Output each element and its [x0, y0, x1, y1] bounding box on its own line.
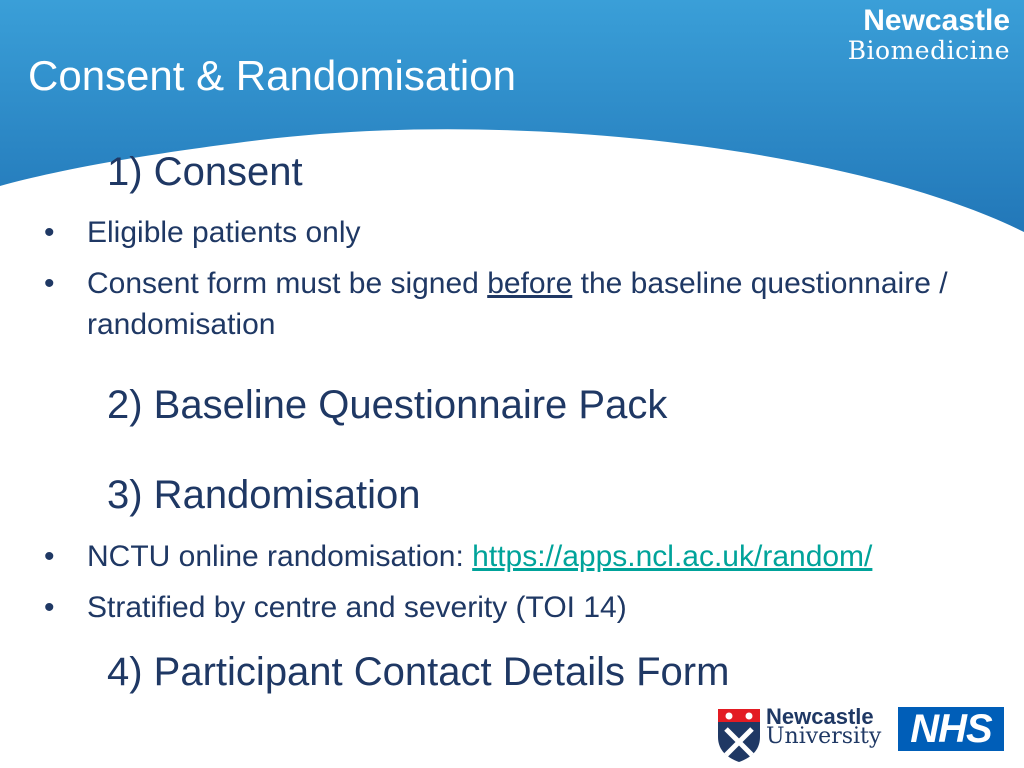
newcastle-biomedicine-logo [848, 6, 1010, 63]
bullet-icon: • [44, 540, 55, 573]
bullet-text-pre: Consent form must be signed [87, 267, 488, 300]
bullet-text-pre: NCTU online randomisation: [87, 540, 473, 573]
university-line-2: University [766, 723, 882, 749]
list-item [44, 263, 1024, 345]
brand-line-2: Biomedicine [847, 36, 1010, 65]
university-shield-icon [716, 707, 762, 763]
bullet-text: Stratified by centre and severity (TOI 14) [87, 591, 627, 624]
list-item [44, 536, 872, 577]
section-heading-consent: 1) Consent [107, 150, 303, 194]
university-wordmark [766, 704, 882, 749]
section-heading-randomisation: 3) Randomisation [107, 473, 421, 517]
university-line-1: Newcastle [766, 704, 874, 729]
section-heading-contact: 4) Participant Contact Details Form [107, 650, 730, 694]
bullet-text: Eligible patients only [87, 216, 361, 249]
brand-line-1: Newcastle [863, 4, 1010, 37]
newcastle-university-logo [716, 705, 886, 763]
list-item [44, 212, 1024, 253]
bullet-text-post: the baseline questionnaire / randomisation [87, 267, 948, 341]
list-item [44, 587, 872, 628]
consent-bullet-list [44, 212, 1024, 355]
bullet-icon: • [44, 591, 55, 624]
randomisation-bullet-list [44, 536, 872, 638]
slide-title: Consent & Randomisation [28, 52, 516, 99]
randomisation-link[interactable]: https://apps.ncl.ac.uk/random/ [472, 540, 873, 573]
emphasis-before: before [487, 267, 573, 300]
nhs-logo: NHS [898, 707, 1004, 751]
section-heading-baseline: 2) Baseline Questionnaire Pack [107, 383, 668, 427]
bullet-icon: • [44, 267, 55, 300]
bullet-icon: • [44, 216, 55, 249]
